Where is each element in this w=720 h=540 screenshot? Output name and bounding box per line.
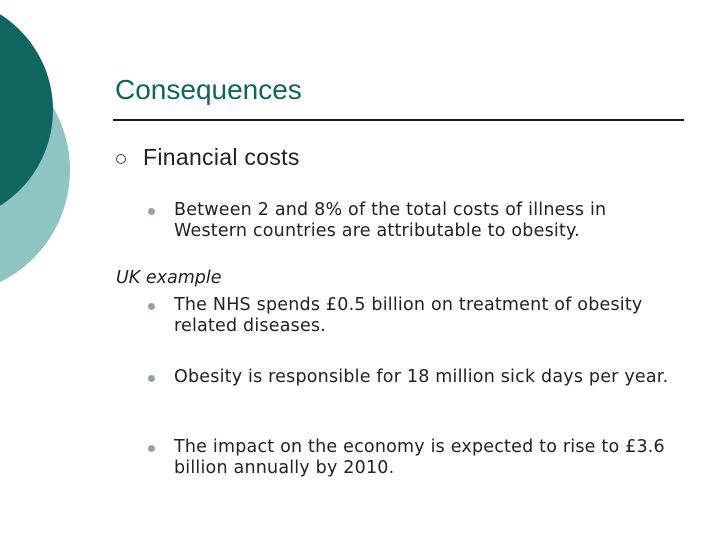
bullet-economy-impact: The impact on the economy is expected to rise to £3.6 billion annually by 2010. bbox=[174, 437, 665, 478]
bullet-nhs-spend: The NHS spends £0.5 billion on treatment of obesity related diseases. bbox=[174, 295, 643, 336]
slide-title: Consequences bbox=[115, 74, 302, 105]
dot-bullet-icon bbox=[148, 303, 155, 310]
bullet-sick-days: Obesity is responsible for 18 million sick days per year. bbox=[174, 367, 669, 387]
dot-bullet-icon bbox=[148, 445, 155, 452]
ring-bullet-icon bbox=[116, 154, 126, 164]
bullet-illness-costs: Between 2 and 8% of the total costs of illness in Western countries are attributable to obesity. bbox=[174, 200, 607, 241]
decorative-circles bbox=[0, 0, 80, 290]
title-underline bbox=[113, 119, 684, 121]
uk-example-heading: UK example bbox=[116, 268, 222, 288]
dot-bullet-icon bbox=[148, 208, 155, 215]
dot-bullet-icon bbox=[148, 375, 155, 382]
bullet-text: Financial costs bbox=[143, 144, 300, 170]
bullet-financial-costs bbox=[116, 144, 300, 171]
